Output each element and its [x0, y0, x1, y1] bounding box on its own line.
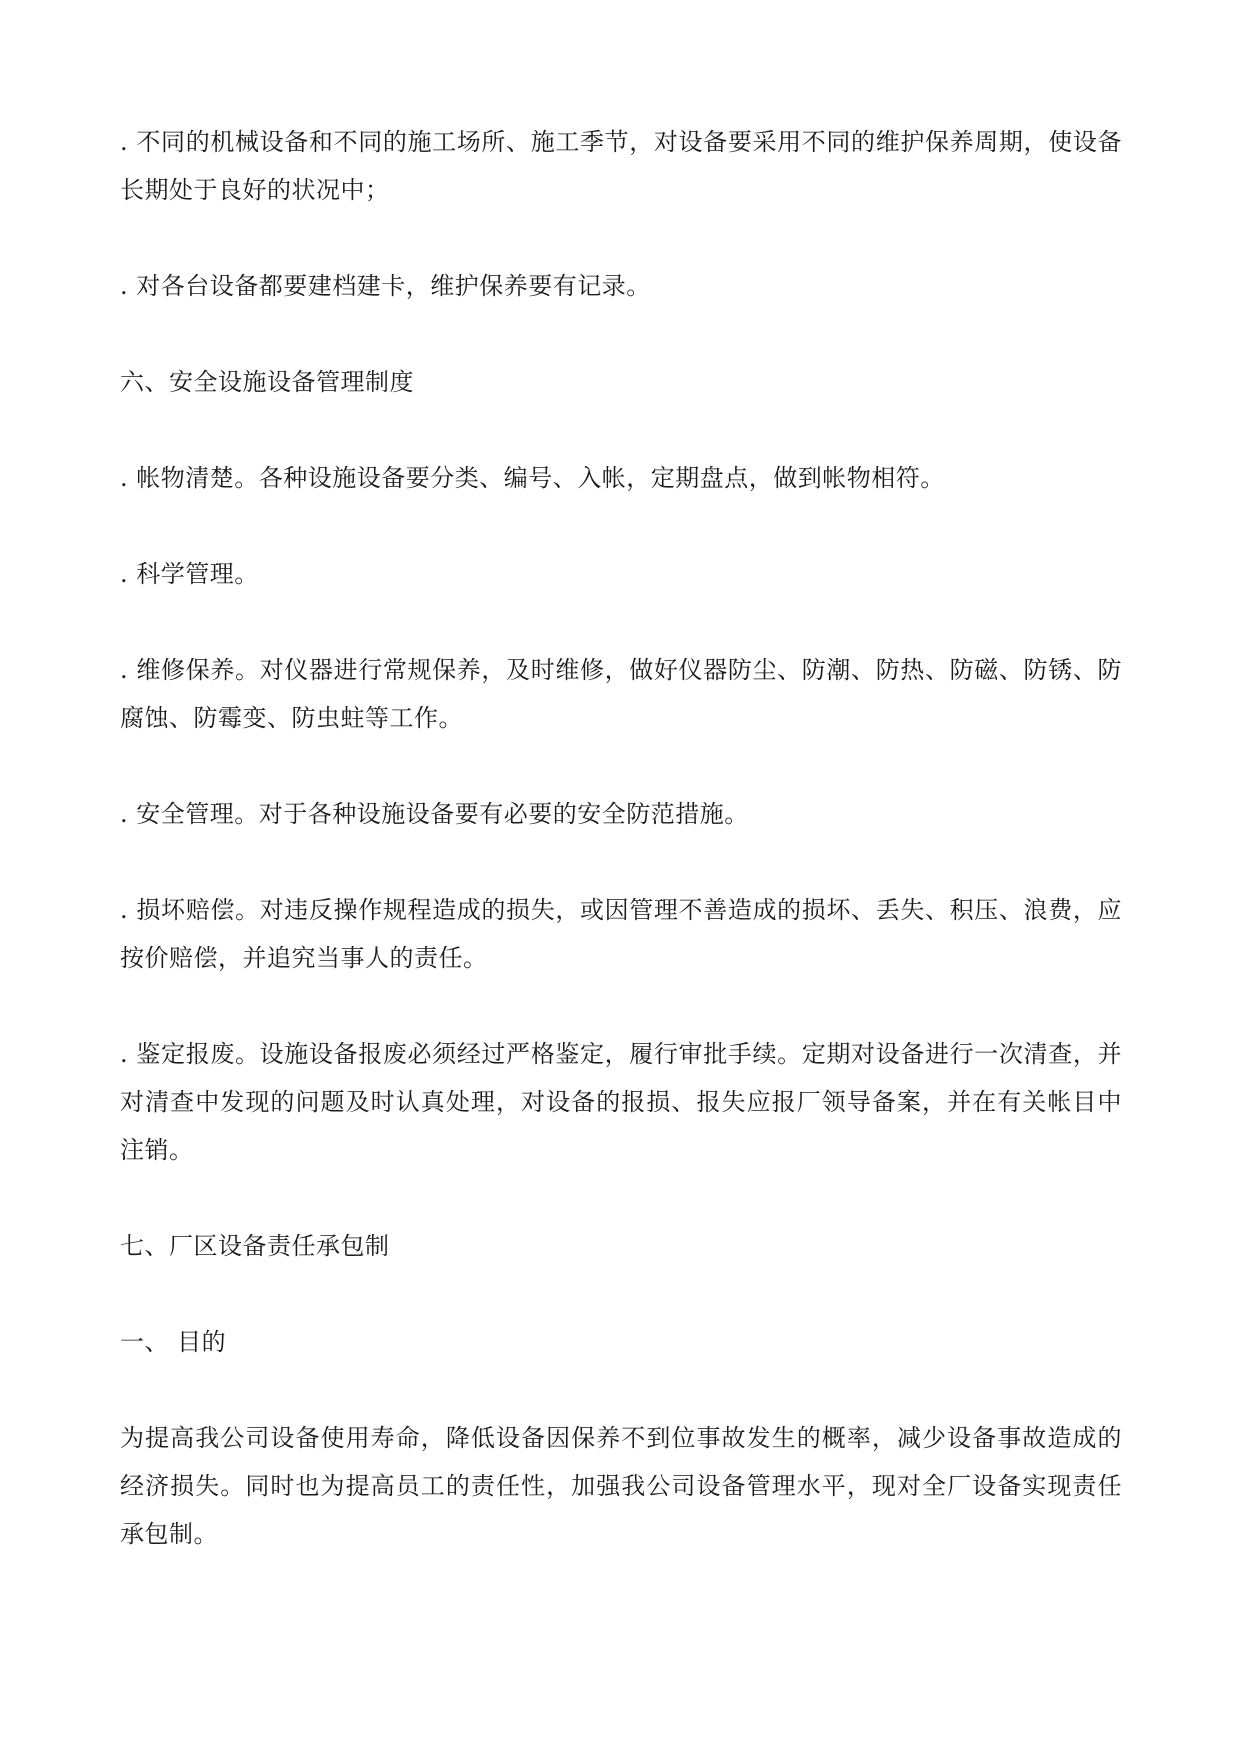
- section-heading-six: 六、安全设施设备管理制度: [120, 368, 414, 396]
- paragraph-inventory: . 帐物清楚。各种设施设备要分类、编号、入帐，定期盘点，做到帐物相符。: [120, 464, 945, 492]
- paragraph-damage-compensation: . 损坏赔偿。对违反操作规程造成的损失，或因管理不善造成的损坏、丢失、积压、浪费，应按价赔偿，并追究当事人的责任。: [120, 896, 1122, 972]
- section-heading-seven: 七、厂区设备责任承包制: [120, 1232, 390, 1260]
- paragraph-purpose: 为提高我公司设备使用寿命，降低设备因保养不到位事故发生的概率，减少设备事故造成的经济损失。同时也为提高员工的责任性，加强我公司设备管理水平，现对全厂设备实现责任承包制。: [120, 1424, 1122, 1548]
- paragraph-records: . 对各台设备都要建档建卡，维护保养要有记录。: [120, 272, 651, 300]
- subsection-heading-purpose: 一、 目的: [120, 1328, 227, 1356]
- document-body: [120, 118, 1122, 1558]
- paragraph-scientific-management: . 科学管理。: [120, 560, 259, 588]
- paragraph-maintenance-cycle: . 不同的机械设备和不同的施工场所、施工季节，对设备要采用不同的维护保养周期，使设备长期处于良好的状况中；: [120, 128, 1122, 204]
- paragraph-scrapping: . 鉴定报废。设施设备报废必须经过严格鉴定，履行审批手续。定期对设备进行一次清查，并对清查中发现的问题及时认真处理，对设备的报损、报失应报厂领导备案，并在有关帐目中注销。: [120, 1040, 1122, 1164]
- paragraph-safety-management: . 安全管理。对于各种设施设备要有必要的安全防范措施。: [120, 800, 749, 828]
- paragraph-maintenance: . 维修保养。对仪器进行常规保养，及时维修，做好仪器防尘、防潮、防热、防磁、防锈、防腐蚀、防霉变、防虫蛀等工作。: [120, 656, 1122, 732]
